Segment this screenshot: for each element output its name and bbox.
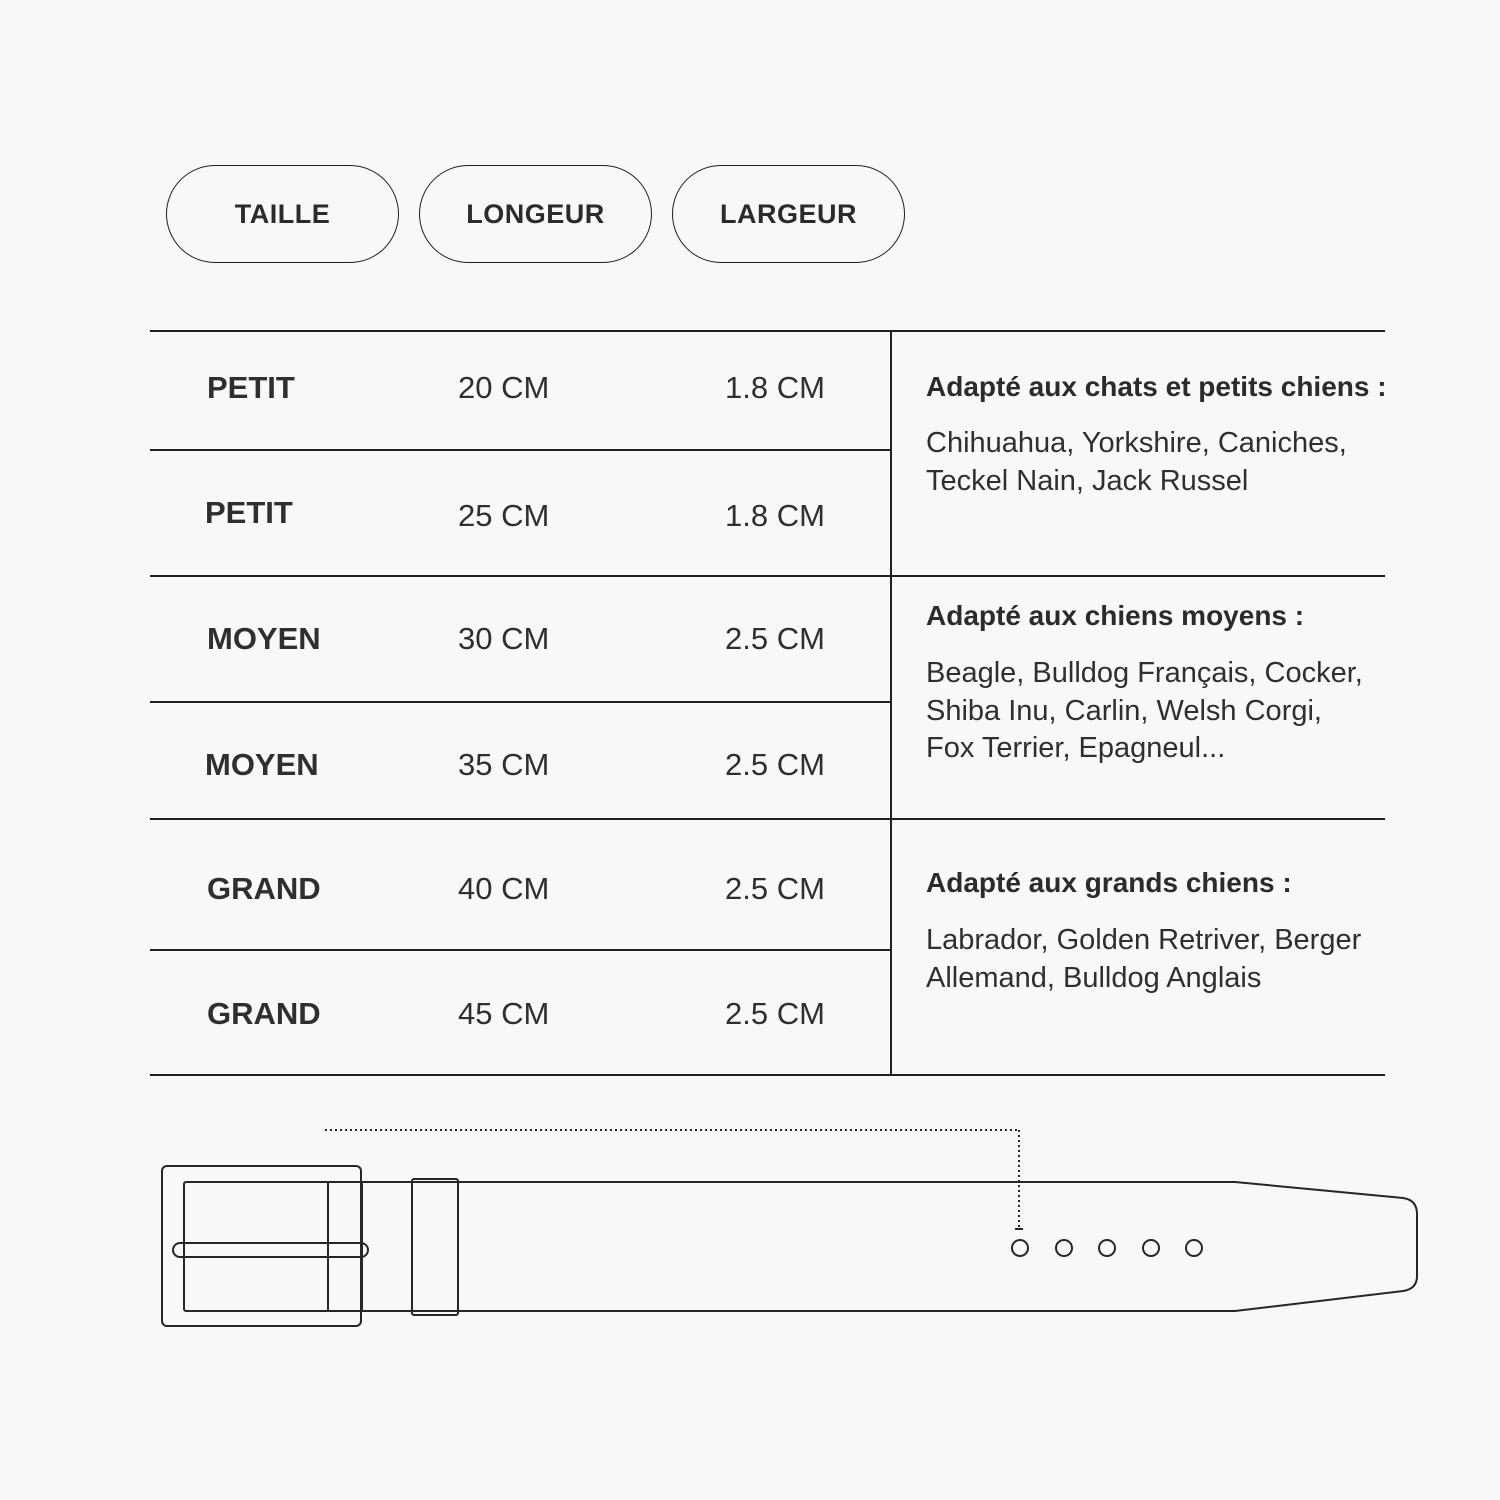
buckle-frame-inner [184,1182,362,1311]
header-longeur: LONGEUR [419,165,652,263]
buckle-frame-outer [162,1166,361,1326]
collar-hole [1012,1240,1028,1256]
row-4-size: MOYEN [205,747,319,782]
collar-hole [1186,1240,1202,1256]
row-6-length: 45 CM [458,996,550,1031]
group-2-breeds: Beagle, Bulldog Français, Cocker, Shiba Inu, Carlin, Welsh Corgi, Fox Terrier, Epagneul... [926,657,1363,764]
row-3-width: 2.5 CM [725,621,825,656]
row-5-length: 40 CM [458,871,550,906]
row-2-width: 1.8 CM [725,498,825,533]
row-1-size: PETIT [207,370,295,405]
collar-strap [328,1182,1417,1311]
group-1-title: Adapté aux chats et petits chiens : [926,371,1387,402]
row-6-width: 2.5 CM [725,996,825,1031]
row-1-length: 20 CM [458,370,550,405]
row-2-length: 25 CM [458,498,550,533]
header-largeur: LARGEUR [672,165,905,263]
row-3-size: MOYEN [207,621,321,656]
header-taille: TAILLE [166,165,399,263]
row-4-length: 35 CM [458,747,550,782]
row-4-width: 2.5 CM [725,747,825,782]
row-1-width: 1.8 CM [725,370,825,405]
group-3-breeds: Labrador, Golden Retriver, Berger Allemand, Bulldog Anglais [926,924,1362,994]
buckle-prong [173,1243,368,1257]
group-1-breeds: Chihuahua, Yorkshire, Caniches, Teckel Nain, Jack Russel [926,427,1347,497]
row-2-size: PETIT [205,495,293,530]
group-2-title: Adapté aux chiens moyens : [926,600,1305,631]
row-5-size: GRAND [207,871,321,906]
group-3-title: Adapté aux grands chiens : [926,867,1292,898]
collar-hole [1143,1240,1159,1256]
row-6-size: GRAND [207,996,321,1031]
collar-hole [1056,1240,1072,1256]
collar-hole [1099,1240,1115,1256]
row-3-length: 30 CM [458,621,550,656]
keeper-loop [412,1179,458,1315]
row-5-width: 2.5 CM [725,871,825,906]
